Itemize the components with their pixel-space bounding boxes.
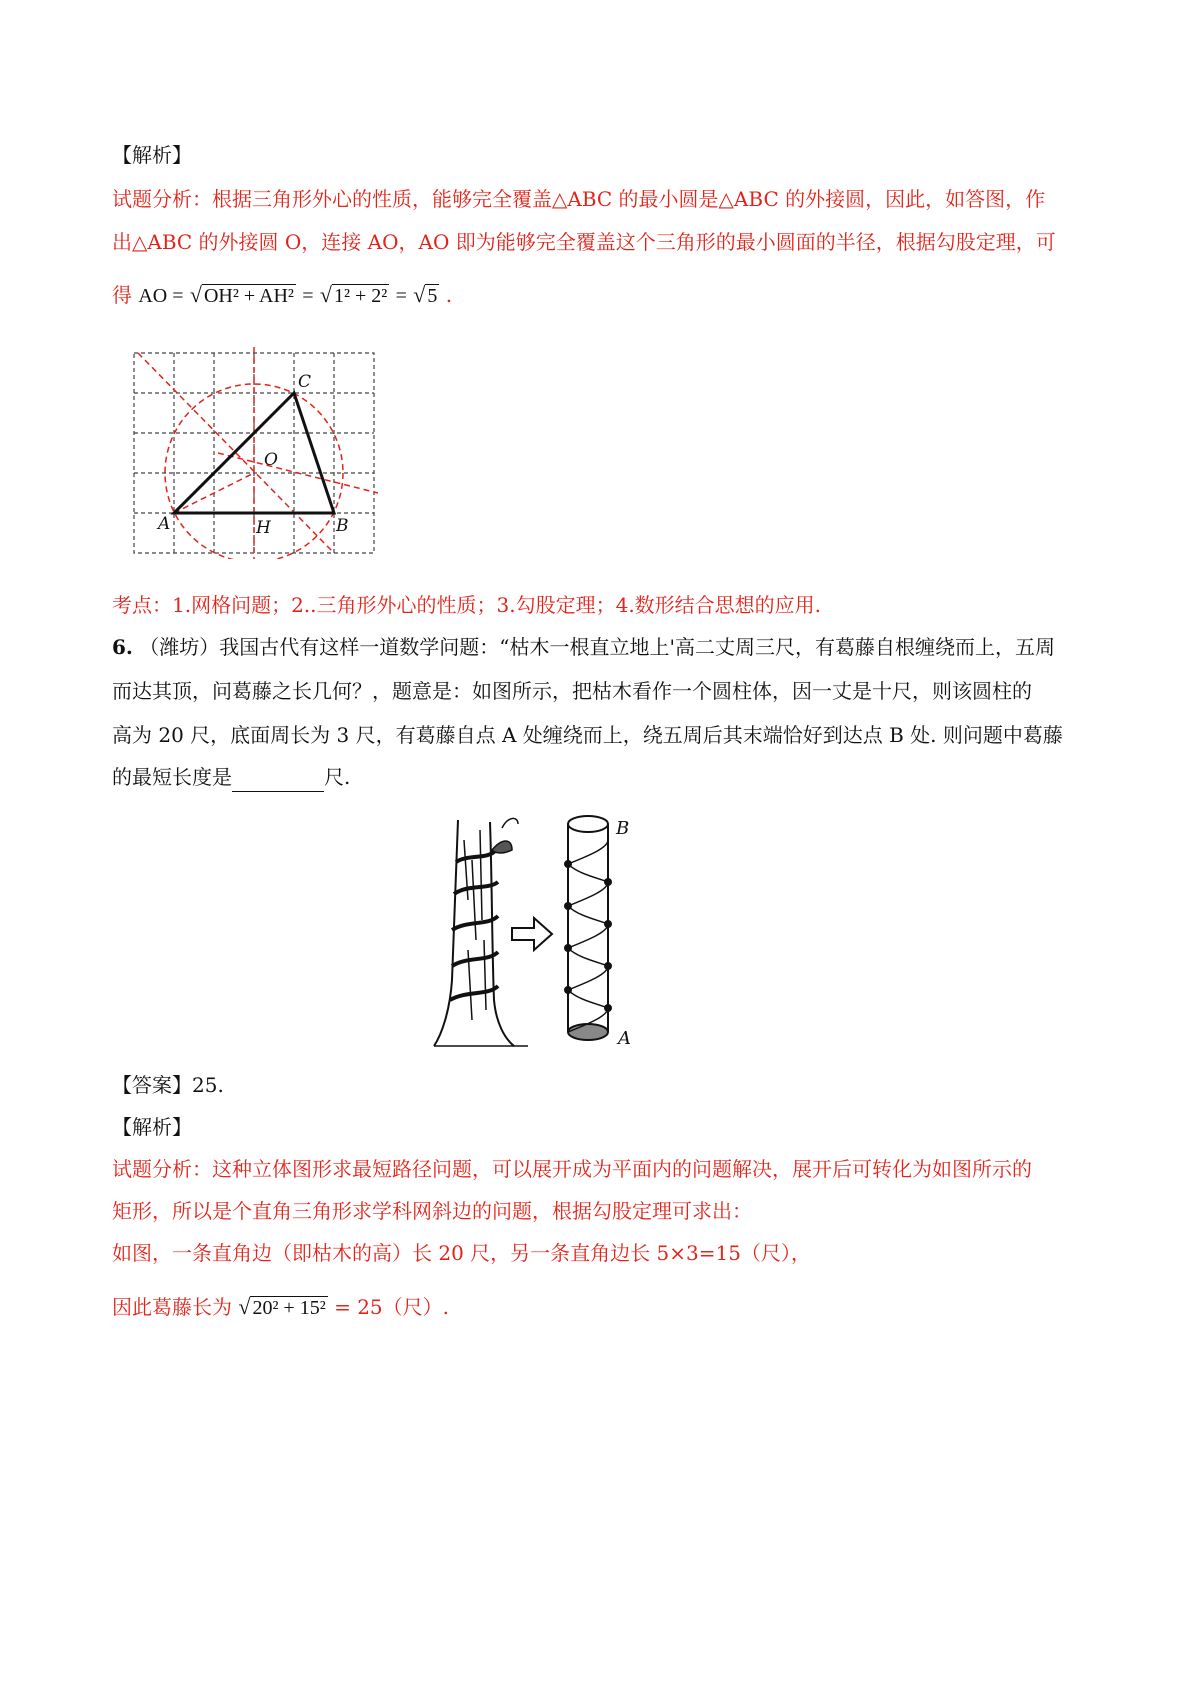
formula-prefix: 得 [112, 283, 132, 307]
question-number: 6. [112, 635, 133, 659]
formula-sqrt-2: √ 1² + 2² [319, 282, 388, 307]
label-h: H [256, 518, 271, 538]
tree-cylinder-figure [428, 810, 688, 1052]
question-6-line-4 [112, 762, 1102, 792]
analysis2-sqrt: √ 20² + 15² [238, 1294, 326, 1319]
label-o: O [264, 450, 278, 470]
label-a: A [158, 514, 171, 534]
question-6-text-1: （潍坊）我国古代有这样一道数学问题：“枯木一根直立地上'高二丈周三尺，有葛藤自根缠绕而上，五周 [139, 635, 1055, 659]
question-6-line-2: 而达其顶，问葛藤之长几何？，题意是：如图所示，把枯木看作一个圆柱体，因一丈是十尺，则该圆柱的 [112, 679, 1032, 703]
answer-value: 25. [192, 1073, 224, 1097]
tree-trunk-drawing [434, 818, 528, 1046]
kaodian-line: 考点：1.网格问题；2..三角形外心的性质；3.勾股定理；4.数形结合思想的应用. [112, 593, 822, 617]
answer-label: 【答案】 [112, 1073, 192, 1097]
formula-lhs: AO = [138, 285, 184, 307]
label-c: C [298, 372, 312, 392]
formula-sqrt-1-content: OH² + AH² [203, 285, 294, 307]
analysis-line-1: 试题分析：根据三角形外心的性质，能够完全覆盖△ABC 的最小圆是△ABC 的外接圆，因此，如答图，作 [112, 187, 1046, 211]
analysis2-sqrt-content: 20² + 15² [252, 1297, 326, 1319]
grid-triangle-figure [128, 347, 380, 559]
question-6-line-1 [112, 632, 1102, 662]
analysis-formula-line [112, 280, 1102, 311]
formula-sqrt-3-content: 5 [427, 285, 438, 307]
analysis-header-1: 【解析】 [112, 143, 192, 167]
label-a: A [618, 1028, 631, 1049]
analysis2-line-2: 矩形，所以是个直角三角形求学科网斜边的问题，根据勾股定理可求出： [112, 1199, 752, 1223]
answer-line [112, 1070, 1102, 1100]
question-6-text-4-suffix: 尺. [324, 765, 351, 789]
label-b: B [616, 818, 630, 839]
question-6-line-3: 高为 20 尺，底面周长为 3 尺，有葛藤自点 A 处缠绕而上，绕五周后其末端恰好到达点 B 处. 则问题中葛藤 [112, 723, 1063, 747]
formula-sqrt-2-content: 1² + 2² [334, 285, 388, 307]
label-b: B [336, 516, 349, 536]
cylinder-drawing [565, 816, 611, 1040]
formula-eq-1: = [302, 285, 314, 307]
analysis2-line-1: 试题分析：这种立体图形求最短路径问题，可以展开成为平面内的问题解决，展开后可转化为如图所示的 [112, 1157, 1032, 1181]
question-6-text-4-prefix: 的最短长度是 [112, 765, 232, 789]
analysis-line-2: 出△ABC 的外接圆 O，连接 AO，AO 即为能够完全覆盖这个三角形的最小圆面的半径，根据勾股定理，可 [112, 230, 1056, 254]
formula-eq-2: = [395, 285, 407, 307]
analysis2-line-4-suffix: = 25（尺）. [334, 1295, 449, 1319]
formula-end: . [445, 283, 453, 307]
arrow-icon [512, 918, 552, 950]
formula-sqrt-1: √ OH² + AH² [189, 282, 294, 307]
formula-sqrt-3: √ 5 [413, 282, 438, 307]
answer-blank [232, 769, 324, 792]
analysis-header-2: 【解析】 [112, 1115, 192, 1139]
analysis2-line-4-prefix: 因此葛藤长为 [112, 1295, 232, 1319]
analysis2-line-4 [112, 1292, 1102, 1323]
analysis2-line-3: 如图，一条直角边（即枯木的高）长 20 尺，另一条直角边长 5×3=15（尺）， [112, 1241, 811, 1265]
